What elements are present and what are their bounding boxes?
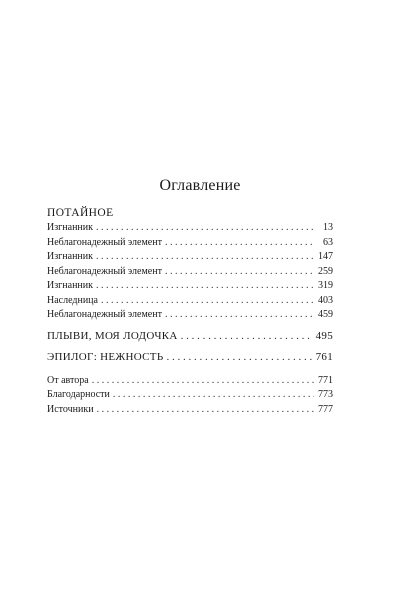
toc-entry[interactable] <box>47 236 333 251</box>
dot-leader <box>113 388 314 403</box>
toc-entry-label: Наследница <box>47 294 98 306</box>
toc-entry-page: 761 <box>315 350 333 363</box>
toc-entry-page: 259 <box>318 265 333 277</box>
toc-entry-label: Неблагонадежный элемент <box>47 309 162 320</box>
toc-entry-page: 13 <box>323 222 333 233</box>
toc-entry-page: 771 <box>318 374 333 386</box>
toc-entry-label: Неблагонадежный элемент <box>47 265 162 277</box>
toc-entry[interactable] <box>47 265 333 280</box>
toc-entry-page: 403 <box>318 294 333 306</box>
toc-entry-label: Источники <box>47 403 94 415</box>
toc-entry[interactable] <box>47 403 333 418</box>
toc-entry-page: 773 <box>318 389 333 400</box>
toc-entry-part2[interactable] <box>47 329 333 343</box>
toc-entry-part3[interactable] <box>47 350 333 364</box>
table-of-contents <box>47 206 333 417</box>
toc-entry-label: Изгнанник <box>47 251 93 262</box>
toc-entry-label: От автора <box>47 374 89 386</box>
toc-entry-page: 147 <box>318 251 333 262</box>
toc-entry-page: 777 <box>318 403 333 415</box>
dot-leader <box>92 374 314 389</box>
toc-entry-page: 63 <box>323 236 333 248</box>
toc-entry-page: 495 <box>315 329 333 342</box>
toc-entry[interactable] <box>47 279 333 294</box>
dot-leader <box>96 221 314 236</box>
dot-leader <box>96 250 314 265</box>
toc-entry[interactable] <box>47 374 333 389</box>
dot-leader <box>96 279 314 294</box>
dot-leader <box>165 308 314 323</box>
dot-leader <box>101 294 314 309</box>
dot-leader <box>166 350 312 364</box>
dot-leader <box>181 329 313 343</box>
toc-entry-page: 319 <box>318 280 333 291</box>
toc-entry[interactable] <box>47 388 333 403</box>
toc-entry-label: Изгнанник <box>47 222 93 233</box>
toc-entry[interactable] <box>47 250 333 265</box>
section-heading-part1: ПОТАЙНОЕ <box>47 207 114 219</box>
toc-entry[interactable] <box>47 221 333 236</box>
toc-entry[interactable] <box>47 308 333 323</box>
dot-leader <box>165 265 314 280</box>
dot-leader <box>97 403 314 418</box>
toc-entry-label: Неблагонадежный элемент <box>47 236 162 248</box>
toc-entry-label: Благодарности <box>47 389 110 400</box>
toc-entry-page: 459 <box>318 309 333 320</box>
toc-entry-label: Изгнанник <box>47 280 93 291</box>
page-title: Оглавление <box>159 177 241 194</box>
toc-entry[interactable] <box>47 294 333 309</box>
toc-entry-label: ЭПИЛОГ: НЕЖНОСТЬ <box>47 350 164 363</box>
dot-leader <box>165 236 314 251</box>
toc-entry-label: ПЛЫВИ, МОЯ ЛОДОЧКА <box>47 329 178 342</box>
